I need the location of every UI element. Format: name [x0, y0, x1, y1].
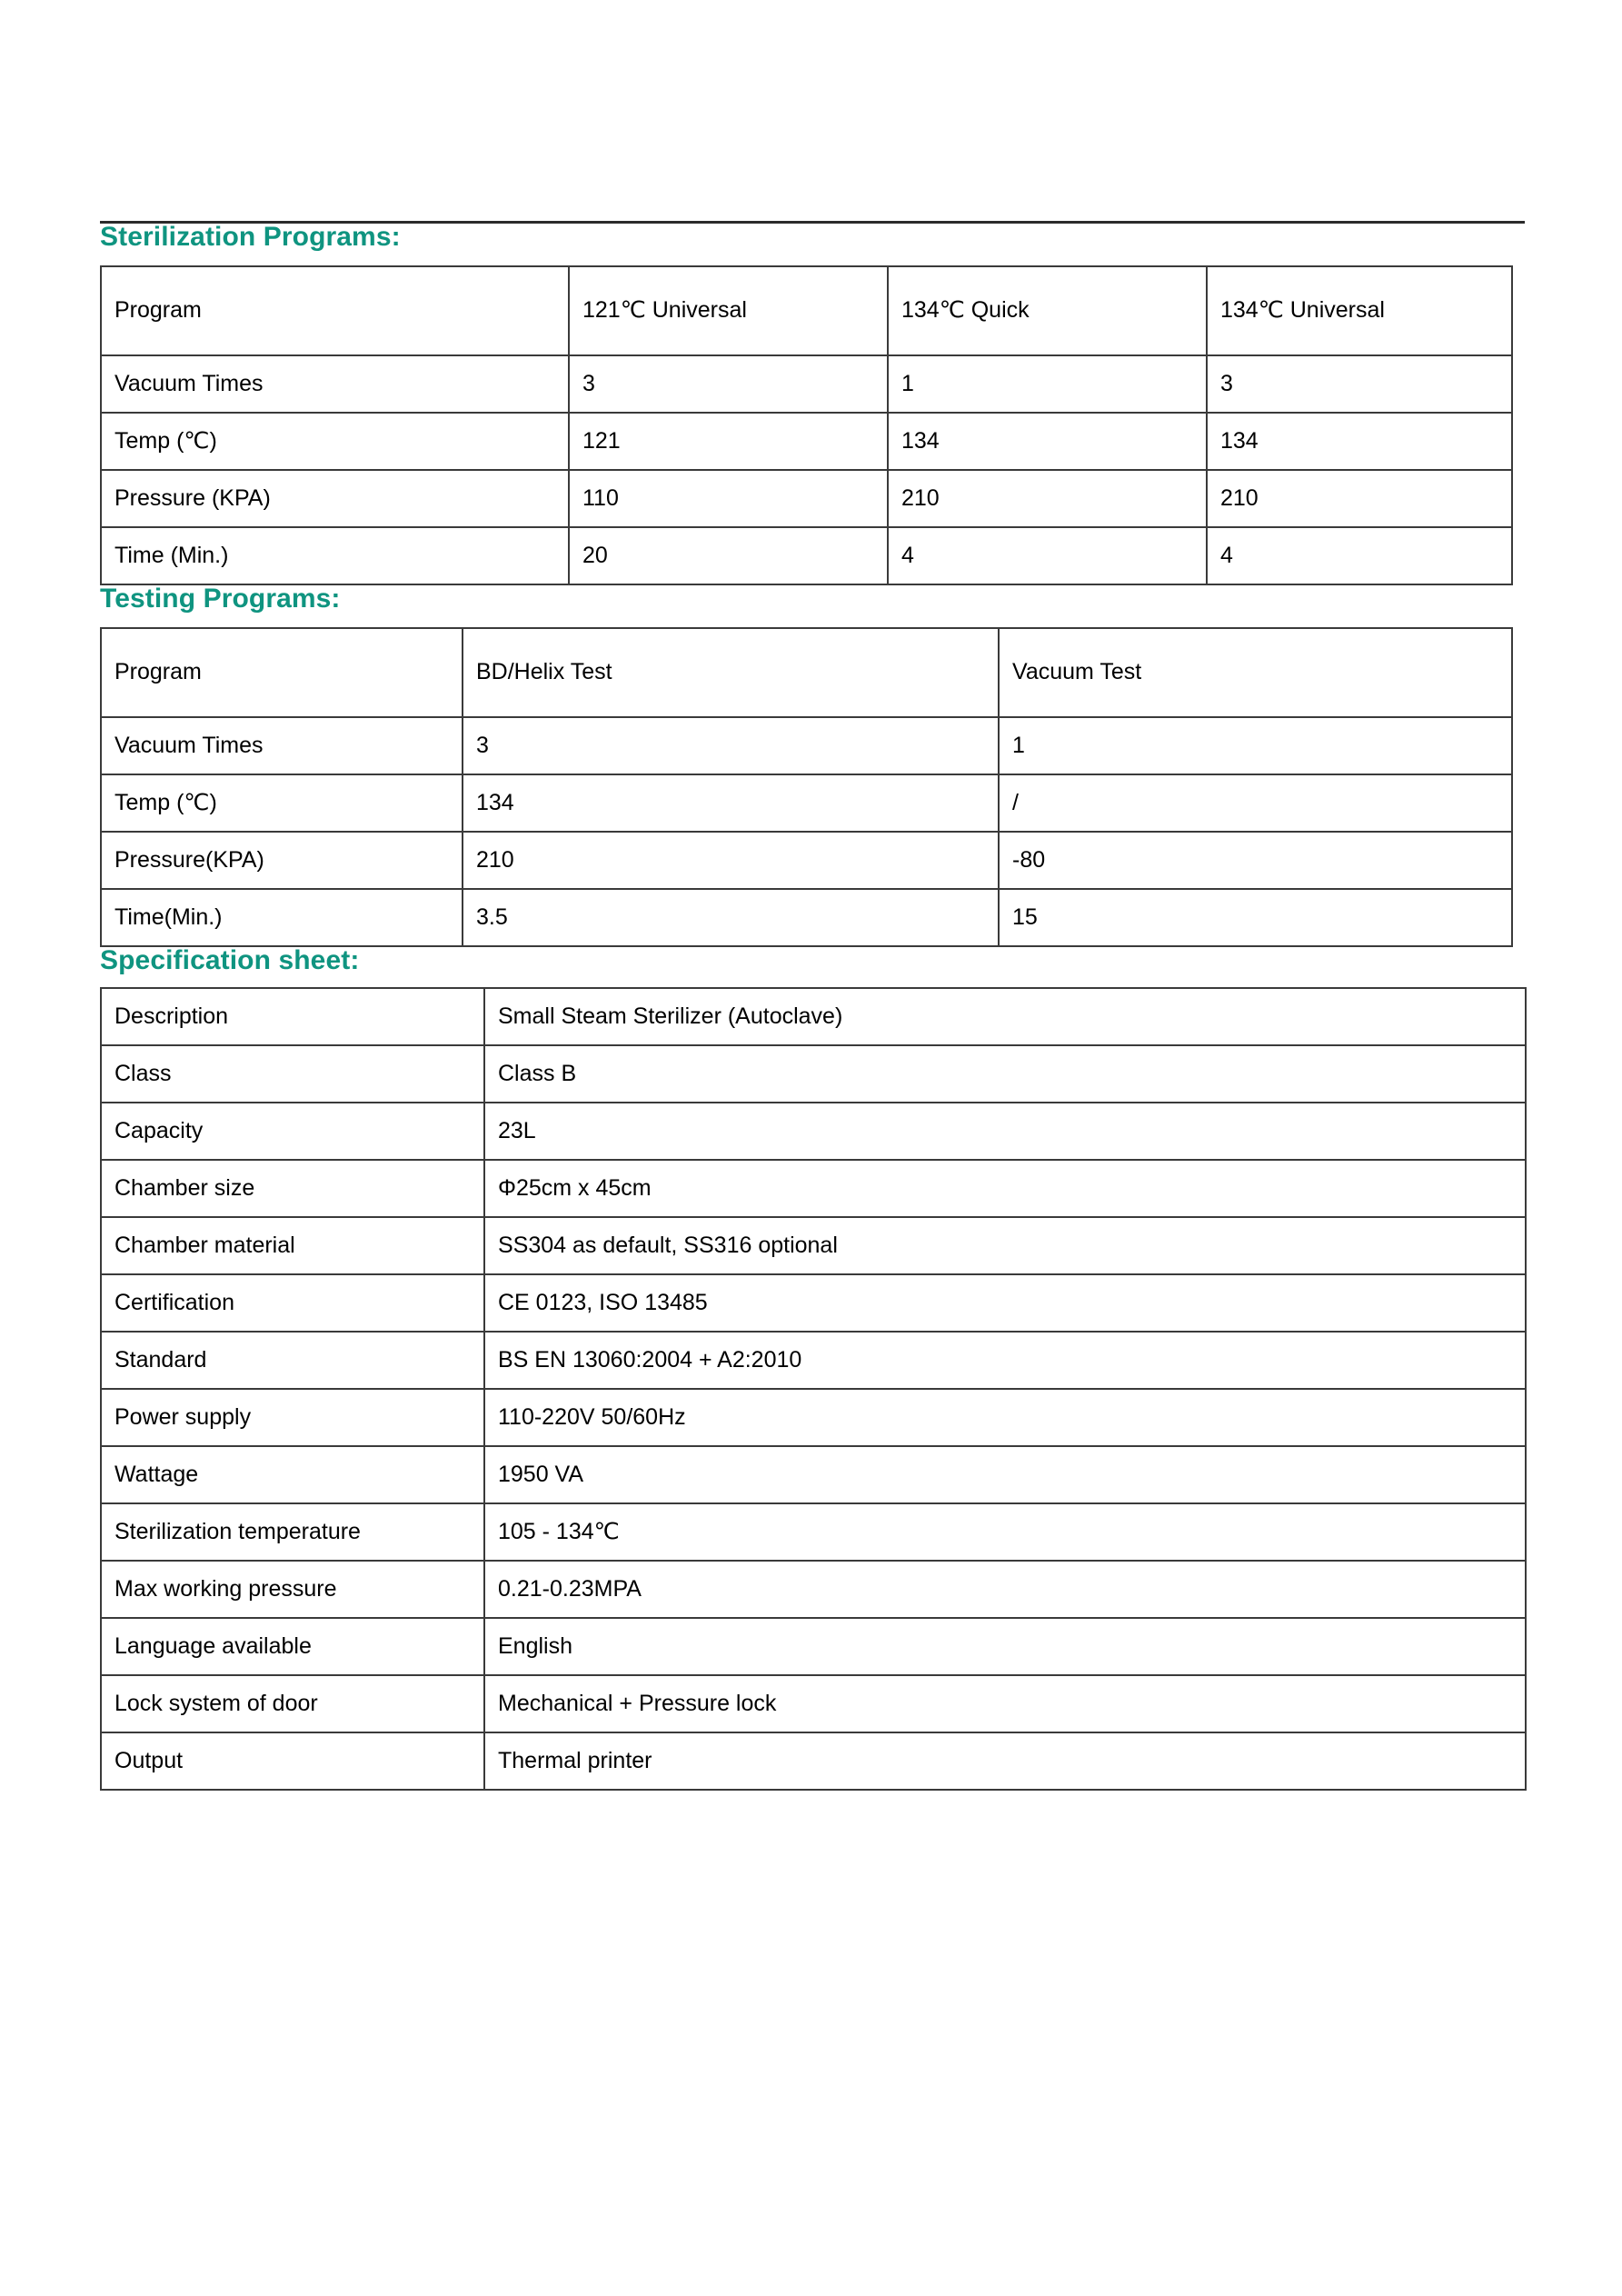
row-label: Vacuum Times	[101, 355, 569, 413]
table-row	[101, 1160, 1526, 1217]
cell-value: Φ25cm x 45cm	[484, 1160, 1526, 1217]
table-row	[101, 774, 1512, 832]
cell-value: 0.21-0.23MPA	[484, 1561, 1526, 1618]
cell-value: 15	[999, 889, 1512, 946]
cell-value: 105 - 134℃	[484, 1503, 1526, 1561]
specification-sheet-heading: Specification sheet:	[100, 945, 360, 975]
table-row	[101, 988, 1526, 1045]
cell-value: Thermal printer	[484, 1732, 1526, 1790]
cell-value: 110-220V 50/60Hz	[484, 1389, 1526, 1446]
cell-value: English	[484, 1618, 1526, 1675]
row-label: Output	[101, 1732, 484, 1790]
testing-programs-table	[100, 627, 1513, 947]
table-row	[101, 1103, 1526, 1160]
column-header-program: Program	[101, 628, 463, 717]
row-label: Time (Min.)	[101, 527, 569, 584]
column-header-bd-helix-test: BD/Helix Test	[463, 628, 999, 717]
cell-value: Mechanical + Pressure lock	[484, 1675, 1526, 1732]
cell-value: 3	[463, 717, 999, 774]
column-header-vacuum-test: Vacuum Test	[999, 628, 1512, 717]
table-row	[101, 1618, 1526, 1675]
column-header-134-universal: 134℃ Universal	[1207, 266, 1512, 355]
testing-programs-heading: Testing Programs:	[100, 584, 341, 614]
cell-value: Class B	[484, 1045, 1526, 1103]
table-row	[101, 527, 1512, 584]
table-row	[101, 1675, 1526, 1732]
cell-value: Small Steam Sterilizer (Autoclave)	[484, 988, 1526, 1045]
cell-value: CE 0123, ISO 13485	[484, 1274, 1526, 1332]
table-row	[101, 1732, 1526, 1790]
cell-value: 3	[569, 355, 888, 413]
cell-value: 20	[569, 527, 888, 584]
cell-value: 23L	[484, 1103, 1526, 1160]
row-label: Description	[101, 988, 484, 1045]
cell-value: SS304 as default, SS316 optional	[484, 1217, 1526, 1274]
cell-value: 210	[463, 832, 999, 889]
cell-value: 134	[463, 774, 999, 832]
row-label: Power supply	[101, 1389, 484, 1446]
table-row	[101, 413, 1512, 470]
table-row	[101, 1274, 1526, 1332]
cell-value: 3.5	[463, 889, 999, 946]
page-content	[100, 0, 1525, 1791]
table-row	[101, 266, 1512, 355]
cell-value: 134	[1207, 413, 1512, 470]
row-label: Chamber material	[101, 1217, 484, 1274]
table-row	[101, 1217, 1526, 1274]
table-row	[101, 628, 1512, 717]
table-row	[101, 355, 1512, 413]
cell-value: 110	[569, 470, 888, 527]
cell-value: -80	[999, 832, 1512, 889]
row-label: Pressure(KPA)	[101, 832, 463, 889]
table-row	[101, 1045, 1526, 1103]
table-row	[101, 832, 1512, 889]
cell-value: 4	[1207, 527, 1512, 584]
row-label: Wattage	[101, 1446, 484, 1503]
row-label: Temp (℃)	[101, 774, 463, 832]
row-label: Vacuum Times	[101, 717, 463, 774]
cell-value: 3	[1207, 355, 1512, 413]
column-header-134-quick: 134℃ Quick	[888, 266, 1207, 355]
row-label: Pressure (KPA)	[101, 470, 569, 527]
cell-value: 134	[888, 413, 1207, 470]
row-label: Certification	[101, 1274, 484, 1332]
row-label: Language available	[101, 1618, 484, 1675]
row-label: Temp (℃)	[101, 413, 569, 470]
cell-value: 210	[888, 470, 1207, 527]
table-row	[101, 1446, 1526, 1503]
specification-sheet-table	[100, 987, 1527, 1791]
sterilization-programs-table	[100, 265, 1513, 585]
cell-value: 121	[569, 413, 888, 470]
cell-value: 1	[888, 355, 1207, 413]
table-row	[101, 1332, 1526, 1389]
sterilization-programs-heading: Sterilization Programs:	[100, 222, 401, 252]
row-label: Max working pressure	[101, 1561, 484, 1618]
table-row	[101, 889, 1512, 946]
row-label: Time(Min.)	[101, 889, 463, 946]
cell-value: BS EN 13060:2004 + A2:2010	[484, 1332, 1526, 1389]
column-header-program: Program	[101, 266, 569, 355]
cell-value: 4	[888, 527, 1207, 584]
table-row	[101, 1503, 1526, 1561]
row-label: Standard	[101, 1332, 484, 1389]
row-label: Lock system of door	[101, 1675, 484, 1732]
cell-value: 210	[1207, 470, 1512, 527]
cell-value: /	[999, 774, 1512, 832]
row-label: Chamber size	[101, 1160, 484, 1217]
row-label: Capacity	[101, 1103, 484, 1160]
row-label: Sterilization temperature	[101, 1503, 484, 1561]
column-header-121-universal: 121℃ Universal	[569, 266, 888, 355]
table-row	[101, 1389, 1526, 1446]
cell-value: 1950 VA	[484, 1446, 1526, 1503]
cell-value: 1	[999, 717, 1512, 774]
table-row	[101, 1561, 1526, 1618]
table-row	[101, 470, 1512, 527]
table-row	[101, 717, 1512, 774]
row-label: Class	[101, 1045, 484, 1103]
